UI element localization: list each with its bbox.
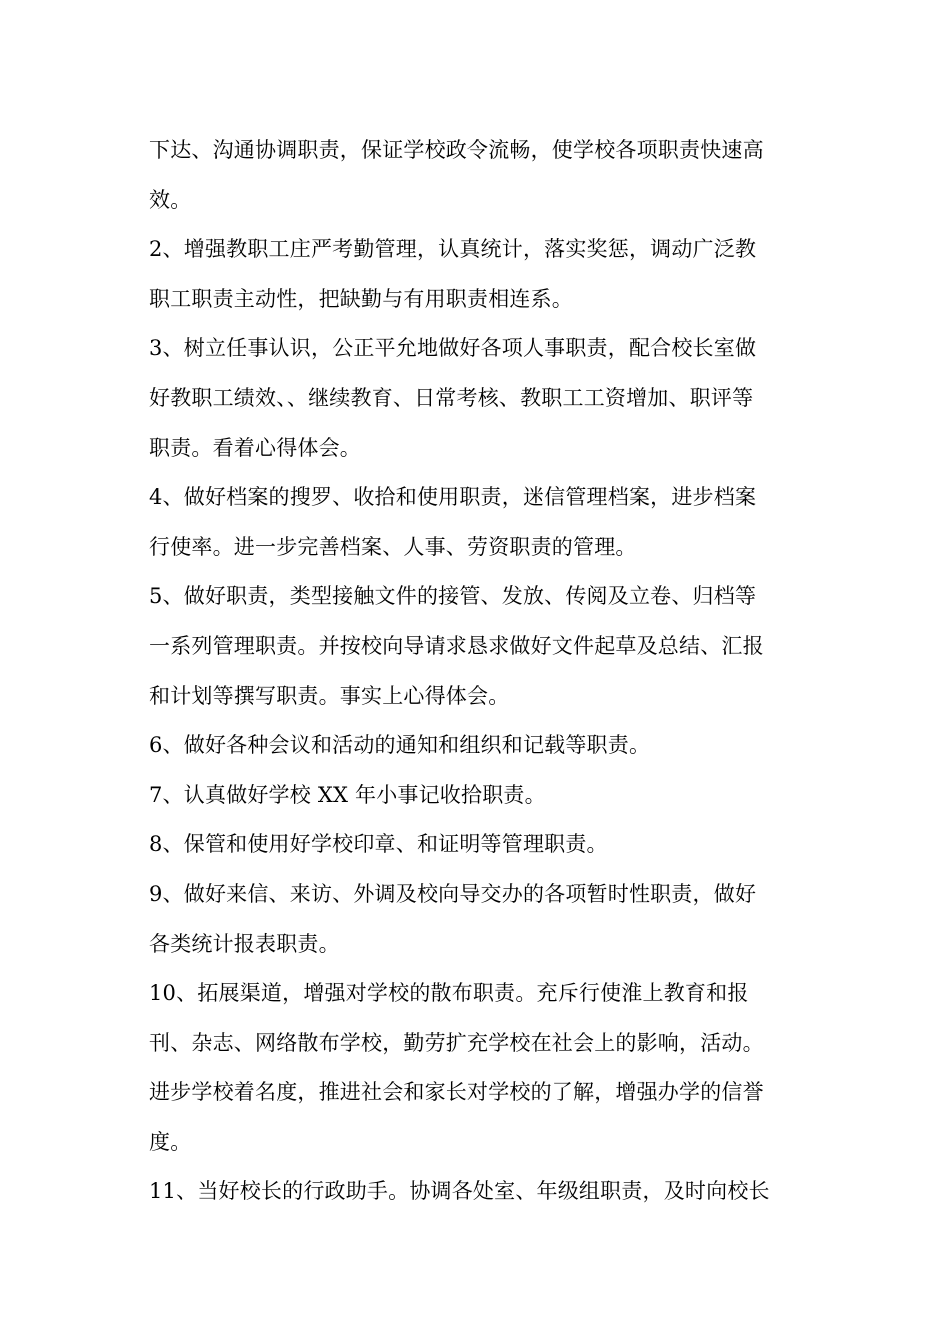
text-line: 3、树立任事认识，公正平允地做好各项人事职责，配合校长室做 [149,336,757,361]
text-line: 10、拓展渠道，增强对学校的散布职责。充斥行使淮上教育和报 [149,981,749,1006]
text-line: 9、做好来信、来访、外调及校向导交办的各项暂时性职责，做好 [149,881,757,906]
text-line: 和计划等撰写职责。事实上心得体会。 [149,683,510,708]
text-line: 职责。看着心得体会。 [149,435,361,460]
text-line: 各类统计报表职责。 [149,931,340,956]
text-line: 一系列管理职责。并按校向导请求恳求做好文件起草及总结、汇报 [149,633,764,658]
text-line: 下达、沟通协调职责，保证学校政令流畅，使学校各项职责快速高 [149,138,764,162]
text-line: 度。 [149,1129,192,1154]
text-line: 刊、杂志、网络散布学校，勤劳扩充学校在社会上的影响，活动。 [149,1030,764,1055]
text-line: 好教职工绩效、、继续教育、日常考核、教职工工资增加、职评等 [149,385,754,410]
text-line: 11、当好校长的行政助手。协调各处室、年级组职责，及时向校长 [149,1179,770,1204]
text-line: 进步学校着名度，推进社会和家长对学校的了解，增强办学的信誉 [149,1080,764,1105]
text-line: 8、保管和使用好学校印章、和证明等管理职责。 [149,832,608,857]
document-body [149,126,809,1217]
text-line: 5、做好职责，类型接触文件的接管、发放、传阅及立卷、归档等 [149,584,757,609]
text-line: 职工职责主动性，把缺勤与有用职责相连系。 [149,286,573,311]
text-line: 6、做好各种会议和活动的通知和组织和记载等职责。 [149,733,651,758]
text-line: 效。 [149,187,192,212]
text-line: 4、做好档案的搜罗、收拾和使用职责，迷信管理档案，进步档案 [149,485,757,510]
text-line: 行使率。进一步完善档案、人事、劳资职责的管理。 [149,534,637,559]
text-line: 7、认真做好学校 XX 年小事记收拾职责。 [149,782,546,807]
text-line: 2、增强教职工庄严考勤管理，认真统计，落实奖惩，调动广泛教 [149,237,757,262]
